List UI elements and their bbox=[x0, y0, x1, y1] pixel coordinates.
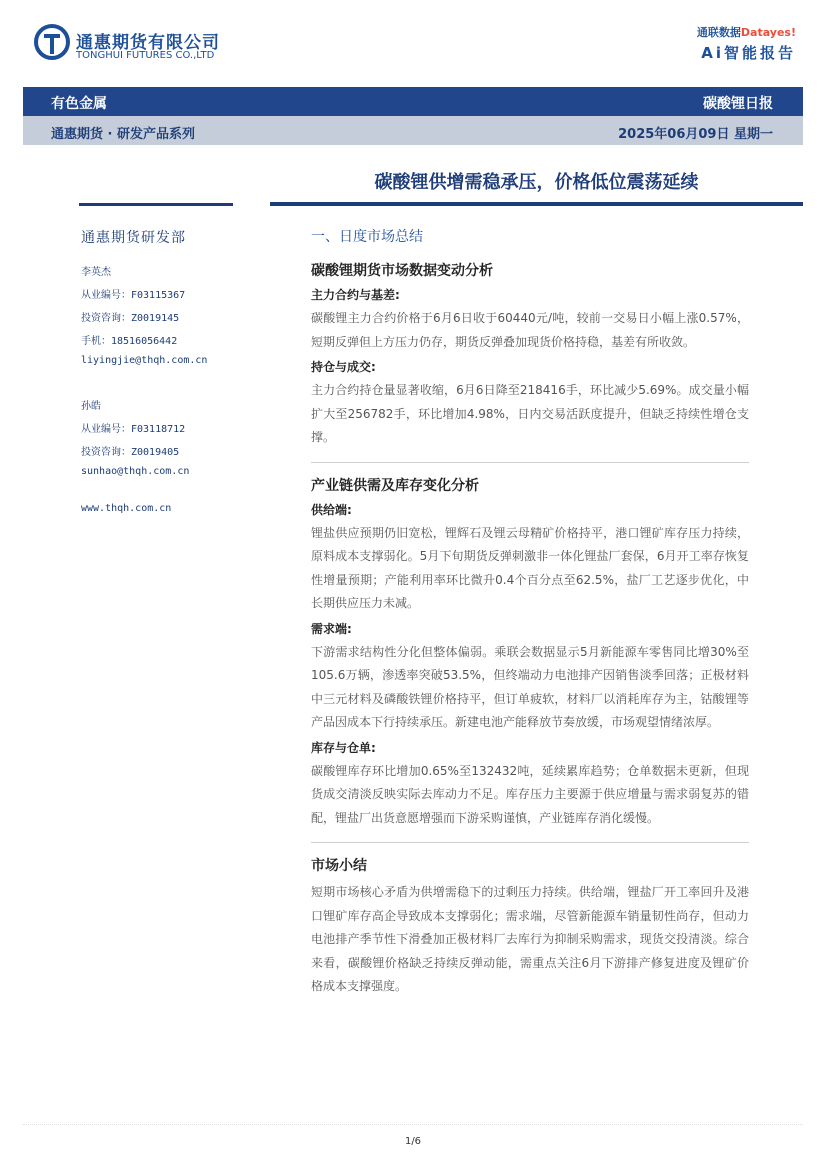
block1-para2: 主力合约持仓量显著收缩，6月6日降至218416手，环比减少5.69%。成交量小幅扩大至256782手，环比增加4.98%，日内交易活跃度提升，但缺乏持续性增仓支撑。 bbox=[311, 383, 749, 444]
analyst2-email[interactable]: sunhao@thqh.com.cn bbox=[81, 466, 190, 477]
ai-report-label: Ai智能报告 bbox=[701, 44, 796, 62]
research-dept: 通惠期货研发部 bbox=[81, 230, 186, 246]
page-number: 1/6 bbox=[404, 1136, 422, 1147]
analyst1-name: 李英杰 bbox=[81, 267, 111, 278]
analyst1-license: 从业编号：F03115367 bbox=[81, 290, 186, 301]
block2-para3: 碳酸锂库存环比增加0.65%至132432吨，延续累库趋势；仓单数据未更新，但现货成交清淡反映实际去库动力不足。库存压力主要源于供应增量与需求弱复苏的错配，锂盐厂出货意愿增强而下游采购谨慎，产业链库存消化缓慢。 bbox=[311, 763, 749, 825]
block1-para1: 碳酸锂主力合约价格于6月6日收于60440元/吨，较前一交易日小幅上涨0.57%，短期反弹但上方压力仍存，期货反弹叠加现货价格持稳，基差有所收敛。 bbox=[311, 311, 749, 349]
report-type-label: 碳酸锂日报 bbox=[703, 96, 773, 112]
block2-label3: 库存与仓单: bbox=[311, 740, 376, 755]
block2-title: 产业链供需及库存变化分析 bbox=[311, 477, 479, 494]
website-link[interactable]: www.thqh.com.cn bbox=[81, 503, 172, 514]
sector-label: 有色金属 bbox=[51, 96, 107, 112]
report-date: 2025年06月09日 星期一 bbox=[618, 127, 773, 142]
analyst1-phone: 手机：18516056442 bbox=[81, 336, 178, 347]
block1-title: 碳酸锂期货市场数据变动分析 bbox=[311, 263, 493, 279]
block1-label1: 主力合约与基差: bbox=[311, 288, 400, 302]
section-divider bbox=[311, 842, 749, 843]
block3-para1: 短期市场核心矛盾为供增需稳下的过剩压力持续。供给端，锂盐厂开工率回升及港口锂矿库存高企导致成本支撑弱化；需求端，尽管新能源车销量韧性尚存，但动力电池排产季节性下滑叠加正极材料厂去库行为抑制采购需求，现货交投清淡。综合来看，碳酸锂价格缺乏持续反弹动能，需重点关注6月下游排产修复进度及锂矿价格成本支撑强度。 bbox=[311, 885, 749, 993]
main-content bbox=[311, 220, 749, 1003]
company-logo-icon bbox=[34, 24, 70, 60]
section-divider bbox=[311, 462, 749, 463]
partner-name-cn: 通联数据 bbox=[696, 26, 741, 39]
section-heading: 一、日度市场总结 bbox=[311, 229, 423, 245]
partner-logo-top bbox=[697, 24, 796, 40]
block2-label2: 需求端: bbox=[311, 621, 352, 636]
block2-para2: 下游需求结构性分化但整体偏弱。乘联会数据显示5月新能源车零售同比增30%至105.6万辆，渗透率突破53.5%，但终端动力电池排产因销售淡季回落；正极材料中三元材料及磷酸铁锂价格持平，但订单疲软，材料厂以消耗库存为主，钴酸锂等产品因成本下行持续承压。新建电池产能释放节奏放缓，市场观望情绪浓厚。 bbox=[311, 644, 749, 729]
report-title: 碳酸锂供增需稳承压，价格低位震荡延续 bbox=[374, 172, 699, 193]
block1-label2: 持仓与成交: bbox=[311, 360, 376, 374]
footer-divider bbox=[23, 1124, 803, 1125]
title-divider bbox=[270, 202, 803, 206]
block2-para1: 锂盐供应预期仍旧宽松，锂辉石及锂云母精矿价格持平，港口锂矿库存压力持续，原料成本支撑弱化。5月下旬期货反弹刺激非一体化锂盐厂套保，6月开工率存恢复性增量预期；产能利用率环比微升0.4个百分点至62.5%，盐厂工艺逐步优化，中长期供应压力未减。 bbox=[311, 525, 749, 610]
sidebar-divider bbox=[79, 203, 233, 206]
series-label: 通惠期货 · 研发产品系列 bbox=[51, 127, 195, 142]
header-band-bottom bbox=[23, 116, 803, 145]
block2-label1: 供给端: bbox=[311, 502, 352, 517]
company-name-cn: 通惠期货有限公司 bbox=[76, 33, 220, 53]
company-name-en: TONGHUI FUTURES CO.,LTD bbox=[76, 50, 215, 61]
partner-brand: Datayes! bbox=[740, 26, 796, 39]
analyst2-license: 从业编号：F03118712 bbox=[81, 424, 186, 435]
header-band-top bbox=[23, 87, 803, 116]
block3-title: 市场小结 bbox=[311, 858, 367, 874]
analyst1-advisory: 投资咨询：Z0019145 bbox=[81, 313, 180, 324]
analyst1-email[interactable]: liyingjie@thqh.com.cn bbox=[81, 355, 208, 366]
analyst2-name: 孙皓 bbox=[81, 401, 101, 412]
analyst2-advisory: 投资咨询：Z0019405 bbox=[81, 447, 180, 458]
